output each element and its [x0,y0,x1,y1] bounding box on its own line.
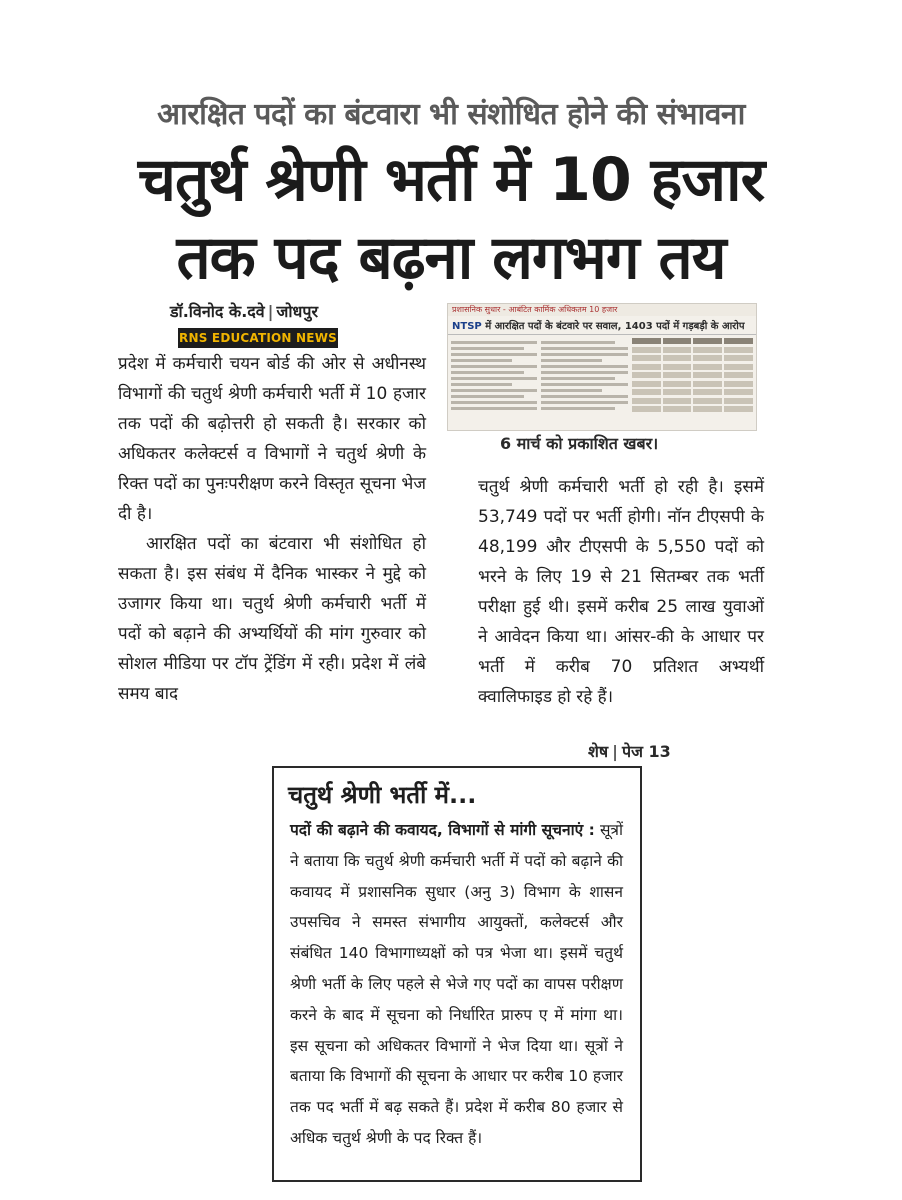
byline-author: डॉ.विनोद के.दवे [170,302,265,321]
clipping-headline [448,316,756,335]
headline-line-1: चतुर्थ श्रेणी भर्ती में 10 हजार [137,145,765,215]
right-paragraph-1: चतुर्थ श्रेणी कर्मचारी भर्ती हो रही है। इसमें 53,749 पदों पर भर्ती होगी। नॉन टीएसपी के 48,199 और टीएसपी के 5,550 पदों को भरने के लिए 19 से 21 सितम्बर तक भर्ती परीक्षा हुई थी। इसमें करीब 25 लाख युवाओं ने आवेदन किया था। आंसर-की के आधार पर भर्ती में करीब 70 प्रतिशत अभ्यर्थी क्वालिफाइड हो रहे हैं। [478,477,764,707]
continued-page: पेज 13 [621,742,671,761]
left-paragraph-1: प्रदेश में कर्मचारी चयन बोर्ड की ओर से अधीनस्थ विभागों की चतुर्थ श्रेणी कर्मचारी भर्ती में 10 हजार तक पदों की बढ़ोत्तरी हो सकती है। सरकार को अधिकतर कलेक्टर्स व विभागों ने चतुर्थ श्रेणी के रिक्त पदों का पुनःपरीक्षण करने विस्तृत सूचना भेज दी है। [118,354,426,524]
byline [170,300,318,322]
continued-label: शेष [588,742,609,761]
clipping-caption: 6 मार्च को प्रकाशित खबर। [500,434,659,453]
headline-line-2: तक पद बढ़ना लगभग तय [176,223,726,293]
clipping-text-column [541,338,627,413]
clipping-headline-prefix: NTSP [452,321,482,332]
clipping-headline-text: में आरक्षित पदों के बंटवारे पर सवाल, 1403 पदों में गड़बड़ी के आरोप [485,321,745,332]
left-column [118,349,426,709]
clipping-text-column [451,338,537,413]
continued-separator: | [612,742,618,761]
box-lead: पदों की बढ़ाने की कवायद, विभागों से मांगी सूचनाएं : [290,821,595,839]
brand-tag: RNS EDUCATION NEWS [178,328,338,348]
continued-on-page [588,740,671,762]
sidebar-box [272,766,642,1182]
byline-separator: | [267,302,274,321]
box-title: चतुर्थ श्रेणी भर्ती में... [288,781,477,809]
right-column [478,472,764,712]
box-body [290,815,623,1154]
newspaper-clipping-image [447,303,757,431]
kicker-headline: आरक्षित पदों का बंटवारा भी संशोधित होने की संभावना [157,97,745,132]
left-paragraph-2: आरक्षित पदों का बंटवारा भी संशोधित हो सकता है। इस संबंध में दैनिक भास्कर ने मुद्दे को उजागर किया था। चतुर्थ श्रेणी कर्मचारी भर्ती में पदों को बढ़ाने की अभ्यर्थियों की मांग गुरुवार को सोशल मीडिया पर टॉप ट्रेंडिंग में रही। प्रदेश में लंबे समय बाद [118,534,426,704]
clipping-top-line: प्रशासनिक सुधार - आबंटित कार्मिक अधिकतम 10 हजार [448,304,756,316]
byline-place: जोधपुर [276,302,319,321]
box-text: सूत्रों ने बताया कि चतुर्थ श्रेणी कर्मचारी भर्ती में पदों को बढ़ाने की कवायद में प्रशासनिक सुधार (अनु 3) विभाग के शासन उपसचिव ने समस्त संभागीय आयुक्तों, कलेक्टर्स और संबंधित 140 विभागाध्यक्षों को पत्र भेजा था। इसमें चतुर्थ श्रेणी भर्ती के लिए पहले से भेजे गए पदों का वापस परीक्षण करने के बाद में सूचना को निर्धारित प्रारुप ए में मांगा था। इस सूचना को अधिकतर विभागों ने भेज दिया था। सूत्रों ने बताया कि विभागों की सूचना के आधार पर करीब 10 हजार तक पद भर्ती में बढ़ सकते हैं। प्रदेश में करीब 80 हजार से अधिक चतुर्थ श्रेणी के पद रिक्त हैं। [290,821,623,1147]
clipping-body [448,335,756,416]
clipping-table [632,338,753,413]
